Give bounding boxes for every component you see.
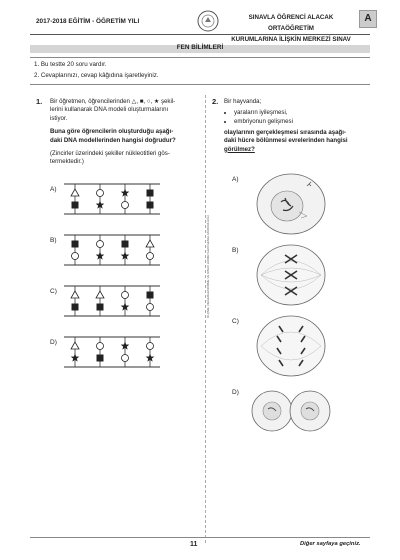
page-number: 11 xyxy=(190,541,198,548)
exam-name-line1: SINAVLA ÖĞRENCİ ALACAK ORTAÖĞRETİM xyxy=(248,14,334,32)
question-1-stem: Buna göre öğrencilerin oluşturduğu aşağı- xyxy=(50,128,174,136)
nucleotide-shape xyxy=(97,355,104,362)
nucleotide-shape xyxy=(72,304,79,311)
nucleotide-shape xyxy=(147,292,154,299)
question-1-body xyxy=(50,98,200,167)
nucleotide-shape xyxy=(72,202,79,209)
nucleotide-shape xyxy=(97,190,104,197)
q1-option-label[interactable]: B) xyxy=(50,237,57,244)
question-1-intro: lerini kullanarak DNA modeli oluşturmalarını xyxy=(50,106,169,114)
question-2-stem: görülmez? xyxy=(224,145,255,153)
nucleotide-shape xyxy=(71,291,79,298)
q1-option-a-dna xyxy=(62,180,162,220)
question-1-number: 1. xyxy=(36,97,43,106)
question-1-intro: istiyor. xyxy=(50,114,68,122)
exam-name xyxy=(230,12,352,45)
nucleotide-shape xyxy=(72,241,79,248)
nucleotide-shape xyxy=(147,304,154,311)
nucleotide-shape xyxy=(122,241,129,248)
nucleotide-shape xyxy=(72,253,79,260)
bullet-item: • embriyonun gelişmesi xyxy=(234,118,374,126)
header-divider xyxy=(30,34,370,35)
nucleotide-shape xyxy=(97,343,104,350)
cell-metaphase-icon xyxy=(255,243,327,307)
nucleotide-shape xyxy=(122,202,129,209)
nucleotide-shape xyxy=(147,190,154,197)
next-page-note: Diğer sayfaya geçiniz. xyxy=(300,541,361,547)
question-2-body xyxy=(224,98,374,154)
nucleotide-shape xyxy=(147,202,154,209)
nucleotide-shape xyxy=(147,253,154,260)
question-2-stem: olaylarının gerçekleşmesi sırasında aşağı- xyxy=(224,128,346,136)
nucleotide-shape xyxy=(71,189,79,196)
nucleotide-shape xyxy=(97,304,104,311)
instruction-item: 2. Cevaplarınızı, cevap kâğıdına işaretleyiniz. xyxy=(34,72,159,79)
question-2-number: 2. xyxy=(212,97,219,106)
nucleotide-shape xyxy=(71,342,79,349)
question-2-stem: daki hücre bölünmesi evrelerinden hangisi xyxy=(224,137,348,145)
nucleotide-shape xyxy=(122,292,129,299)
q1-option-c-dna xyxy=(62,282,162,322)
q1-option-label[interactable]: A) xyxy=(50,186,57,193)
bullet-item: • yaraların iyileşmesi, xyxy=(234,109,374,117)
cell-anaphase-icon xyxy=(255,314,327,378)
nucleotide-shape xyxy=(146,240,154,247)
column-divider xyxy=(205,95,206,543)
q1-option-b-dna xyxy=(62,231,162,271)
nucleotide-shape xyxy=(122,355,129,362)
ministry-emblem-icon xyxy=(196,10,220,32)
q2-option-label[interactable]: D) xyxy=(232,389,239,396)
cell-prophase-icon xyxy=(255,172,327,236)
nucleotide-shape xyxy=(97,241,104,248)
question-1-intro: Bir öğretmen, öğrencilerinden △, ■, ○, ★ şekil- xyxy=(50,98,176,105)
q1-option-d-dna xyxy=(62,333,162,373)
question-1-note: termektedir.) xyxy=(50,158,84,166)
question-1-stem: daki DNA modellerinden hangisi doğrudur? xyxy=(50,136,176,144)
subject-title: FEN BİLİMLERİ xyxy=(176,44,224,51)
q2-option-label[interactable]: C) xyxy=(232,318,239,325)
instruction-item: 1. Bu testte 20 soru vardır. xyxy=(34,61,107,68)
question-2-bullets xyxy=(224,109,374,125)
instructions-box xyxy=(30,57,370,85)
q2-option-label[interactable]: A) xyxy=(232,176,239,183)
exam-year-title: 2017-2018 EĞİTİM - ÖĞRETİM YILI xyxy=(36,18,140,25)
q1-option-label[interactable]: C) xyxy=(50,288,57,295)
nucleotide-shape xyxy=(147,343,154,350)
booklet-type-badge: A xyxy=(359,10,377,28)
q1-option-label[interactable]: D) xyxy=(50,339,57,346)
footer-divider xyxy=(30,537,370,538)
question-2-intro: Bir hayvanda; xyxy=(224,98,262,105)
question-1-note: (Zincirler üzerindeki şekiller nükleotitleri gös- xyxy=(50,150,170,158)
subject-bar xyxy=(30,45,370,53)
cell-telophase-icon xyxy=(250,388,332,434)
exam-name-line2: KURUMLARINA İLİŞKİN MERKEZİ SINAV xyxy=(231,36,351,43)
q2-option-label[interactable]: B) xyxy=(232,247,239,254)
nucleotide-shape xyxy=(96,291,104,298)
